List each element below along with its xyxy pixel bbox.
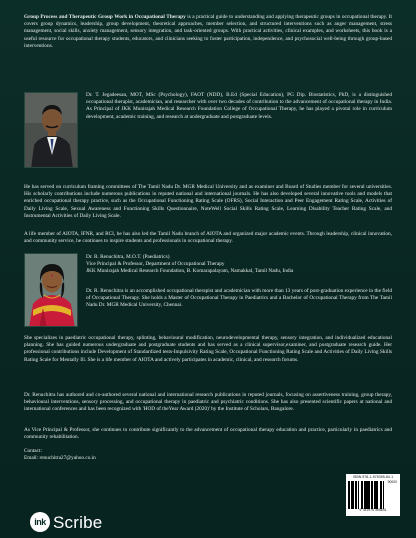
author2-bio-closing: As Vice Principal & Professor, she continues to contribute significantly to the advancement of occupational therapy education and practice, particularly in paediatrics and community rehabilitation. [24, 427, 392, 441]
isbn-barcode [346, 474, 400, 516]
book-description [24, 14, 392, 50]
author2-bio-intro: Dr. R. Renuchitra is an accomplished occupational therapist and academician with more than 13 years of post-graduation experience in the field of Occupational Therapy. She holds a Master of Occupational Therapy in Paediatrics and a Bachelor of Occupational Therapy from The Tamil Nadu Dr. MGR Medical University, Chennai. [86, 288, 392, 309]
publisher-logo [30, 512, 102, 532]
author2-bio-specialization: She specializes in paediatric occupational therapy, splinting, behavioural modification, neurodevelopmental therapy, sensory integration, and individualized educational planning. She has guided numerous undergraduate and postgraduate students and has served as a clinical supervisor,examiner, and postgraduate research guide. Her professional contributions include Development of Standardized tests-Impulsivity Rating Scale, Occupational Functioning Rating Scale and Activities of Daily Living Skills Rating Scale for Mentally Ill. She is a life member of AIOTA and actively participates in academic, clinical, and research forums. [24, 335, 392, 363]
author1-bio-intro: Dr. T. Jegadeesan, MOT, MSc (Psychology), FAOT (NDD), B.Ed (Special Education), PG Dip. Biostatistics, PhD, is a distinguished occupational therapist, academician, and researcher with over two decades of contribution to the advancement of occupational therapy in India. As Principal of JKK Munirajah Medical Research Foundation College of Occupational Therapy, he has played a pivotal role in curriculum development, academic training, and research at undergraduate and postgraduate levels. [86, 92, 392, 120]
contact-email[interactable]: Email: renuchitra27@yahoo.co.in [24, 455, 96, 462]
author2-role: Vice Principal & Professor, Department of Occupational Therapy [86, 261, 225, 268]
author1-photo [24, 92, 78, 168]
author2-bio-publications: Dr. Renuchitra has authored and co-authored several national and international research publications in reputed journals, focusing on assertiveness training, group therapy, behavioural interventions, sensory processing, and occupational therapy in paediatric and psychiatric conditions. She has also presented scientific papers at national and international conferences and has been recognized with 'HOD of theYear Award (2020)' by the Institute of Scholars, Bangalore. [24, 392, 392, 413]
author2-organization: JKK Munirajah Medical Research Foundation, B. Komarapalayam, Namakkal, Tamil Nadu, India [86, 268, 294, 275]
book-title: Group Process and Therapeutic Group Work in Occupational Therapy [24, 14, 186, 20]
isbn-label: ISBN 978-1-975395-84-1 [352, 475, 394, 479]
publisher-name: Scribe [53, 512, 103, 532]
contact-section [24, 448, 224, 462]
book-description-text: is a practical guide to understanding and applying therapeutic groups in occupational therapy. It covers group dynamics, leadership, group development, theoretical approaches, member selection, and structured interventions such as anger management, stress management, social skills, anxiety management, sensory integration, and task-oriented groups. With practical activities, clinical examples, and worksheets, this book is a useful resource for occupational therapy students, educators, and clinicians seeking to foster participation, independence, and psychosocial well-being through group-based interventions. [24, 14, 393, 49]
author2-header [86, 254, 392, 276]
ink-logo-mark: ink [30, 512, 50, 532]
author1-bio-membership: A life member of AIOTA, IFNR, and RCI, he has also led the Tamil Nadu branch of AIOTA and organized major academic events. Through leadership, clinical innovation, and community service, he continues to inspire students and professionals in occupational therapy. [24, 231, 392, 245]
author2-name: Dr. R. Renuchitra, M.O.T. (Paediatrics) [86, 254, 170, 260]
price-code: 90000 [387, 480, 397, 484]
author2-photo [24, 253, 78, 327]
barcode-bar [383, 481, 384, 509]
author1-bio-contributions: He has served on curriculum framing committees of The Tamil Nadu Dr. MGR Medical University and as examiner and Board of Studies member for several universities. His scholarly contributions include numerous publications in reputed national and international journals. He has also developed several innovative tools and models that enriched occupational therapy practice, such as the Occupational Functioning Rating Scale (OFRS), Social Interaction and Peer Engagement Rating Scale, Activities of Daily Living Scale, Sexual Awareness and Functioning Skills Questionnaire, NoteWell Social Skills Rating Scale, Learning Disability Teacher Rating Scale, and Instrumental Activities of Daily Living Scale. [24, 184, 392, 219]
barcode-bars [348, 481, 398, 509]
barcode-number: 9 781975 395841 [359, 507, 387, 512]
contact-label: Contact: [24, 448, 42, 454]
